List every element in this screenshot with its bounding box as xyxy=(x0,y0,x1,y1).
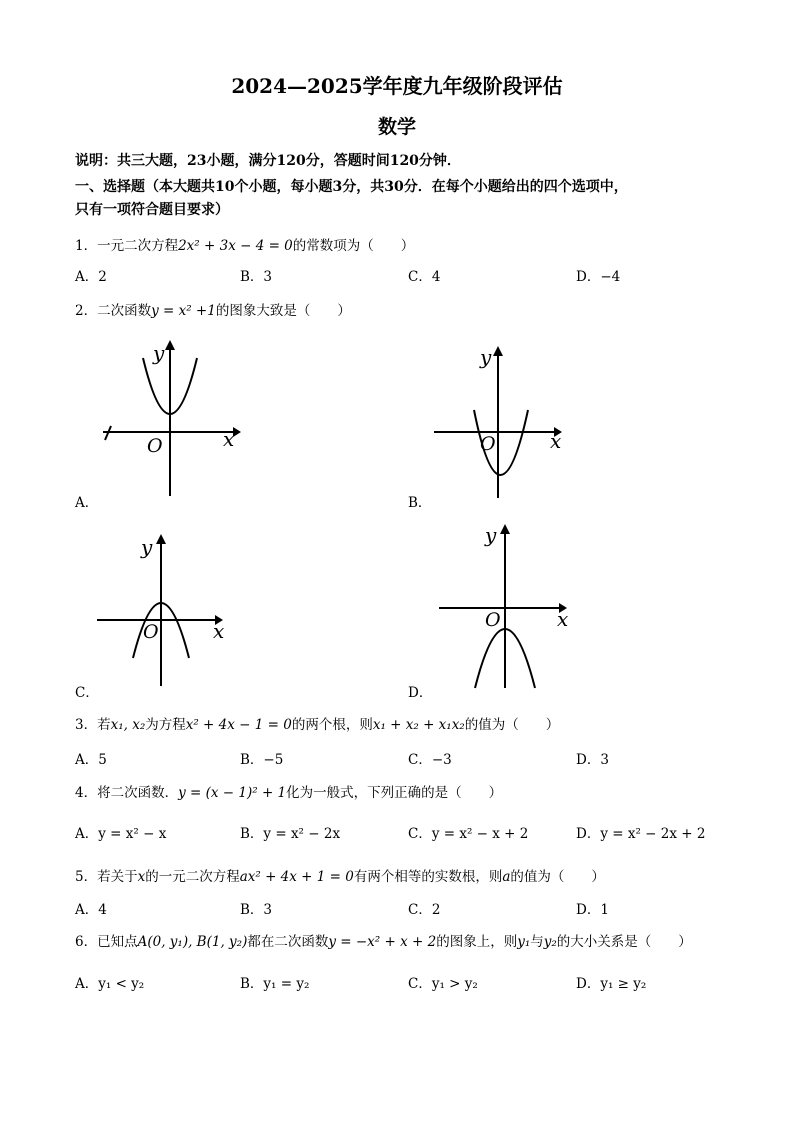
q2-option-b[interactable]: B． xyxy=(408,495,432,511)
q1-option-d[interactable]: D．−4 xyxy=(576,269,621,285)
q5-option-d[interactable]: D．1 xyxy=(576,902,609,918)
graph-c-x-label: x xyxy=(213,619,225,643)
q5-option-a[interactable]: A．4 xyxy=(75,902,107,918)
q5-option-c[interactable]: C．2 xyxy=(408,902,441,918)
q2-option-c[interactable]: C． xyxy=(75,685,99,701)
q3-option-b[interactable]: B．−5 xyxy=(240,752,284,768)
graph-d-x-label: x xyxy=(557,607,569,631)
graph-c-y-label: y xyxy=(141,535,153,559)
q6-option-c[interactable]: C．y₁ > y₂ xyxy=(408,976,478,992)
graph-b-x-label: x xyxy=(550,429,562,453)
q2-option-a[interactable]: A． xyxy=(75,495,99,511)
graph-a-x-label: x xyxy=(223,427,235,451)
graph-c xyxy=(95,528,235,688)
q6-option-d[interactable]: D．y₁ ≥ y₂ xyxy=(576,976,647,992)
exam-title: 2024—2025学年度九年级阶段评估 xyxy=(231,74,563,98)
q4-option-b[interactable]: B．y = x² − 2x xyxy=(240,826,341,842)
graph-a-y-label: y xyxy=(153,341,165,365)
question-2-stem: 2．二次函数y = x² +1的图象大致是（ ） xyxy=(75,303,351,319)
q6-option-b[interactable]: B．y₁ = y₂ xyxy=(240,976,310,992)
question-4-stem: 4．将二次函数．y = (x − 1)² + 1化为一般式，下列正确的是（ ） xyxy=(75,785,503,801)
graph-d-y-label: y xyxy=(485,523,497,547)
graph-a xyxy=(95,330,255,500)
graph-b-origin: O xyxy=(480,433,496,455)
subject-title: 数学 xyxy=(377,116,416,138)
q4-option-a[interactable]: A．y = x² − x xyxy=(75,826,167,842)
q2-option-d[interactable]: D． xyxy=(408,685,433,701)
graph-c-origin: O xyxy=(143,621,159,643)
q1-option-c[interactable]: C．4 xyxy=(408,269,441,285)
instructions: 说明：共三大题，23小题，满分120分，答题时间120分钟． xyxy=(75,153,461,169)
q3-option-d[interactable]: D．3 xyxy=(576,752,609,768)
question-3-stem: 3．若x₁, x₂为方程x² + 4x − 1 = 0的两个根，则x₁ + x₂ + x₁x₂的值为（ ） xyxy=(75,717,560,733)
question-5-stem: 5．若关于x的一元二次方程ax² + 4x + 1 = 0有两个相等的实数根，则a的值为（ ） xyxy=(75,869,605,885)
q3-option-a[interactable]: A．5 xyxy=(75,752,107,768)
section-heading-line1: 一、选择题（本大题共10个小题，每小题3分，共30分．在每个小题给出的四个选项中， xyxy=(75,179,628,195)
q6-option-a[interactable]: A．y₁ < y₂ xyxy=(75,976,145,992)
graph-d-origin: O xyxy=(485,609,501,631)
section-heading-line2: 只有一项符合题目要求） xyxy=(75,202,229,218)
graph-b xyxy=(430,340,575,500)
question-6-stem: 6．已知点A(0, y₁), B(1, y₂)都在二次函数y = −x² + x + 2的图象上，则y₁与y₂的大小关系是（ ） xyxy=(75,934,692,950)
graph-a-origin: O xyxy=(147,435,163,457)
graph-b-y-label: y xyxy=(480,345,492,369)
q4-option-c[interactable]: C．y = x² − x + 2 xyxy=(408,826,529,842)
question-1-stem: 1．一元二次方程2x² + 3x − 4 = 0的常数项为（ ） xyxy=(75,238,415,254)
graph-d xyxy=(435,520,580,690)
q1-option-b[interactable]: B．3 xyxy=(240,269,273,285)
q4-option-d[interactable]: D．y = x² − 2x + 2 xyxy=(576,826,706,842)
q1-option-a[interactable]: A．2 xyxy=(75,269,107,285)
q3-option-c[interactable]: C．−3 xyxy=(408,752,452,768)
q5-option-b[interactable]: B．3 xyxy=(240,902,273,918)
